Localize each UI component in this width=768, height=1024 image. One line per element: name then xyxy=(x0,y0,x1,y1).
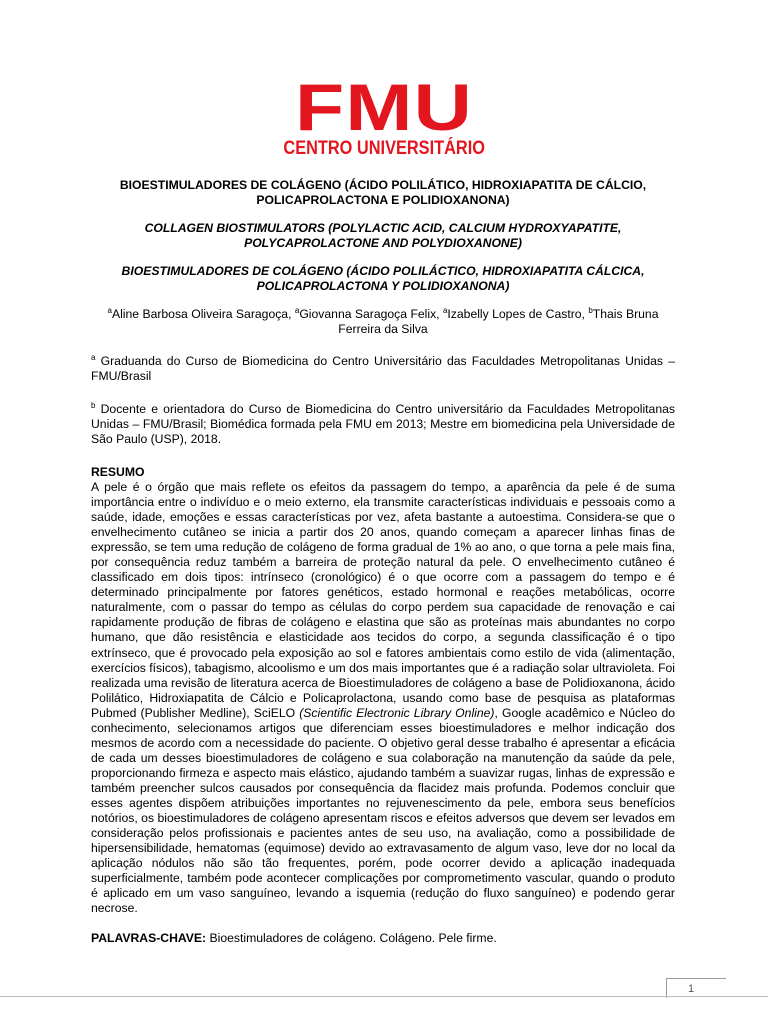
affiliation-marker: b xyxy=(91,400,96,410)
author-marker: b xyxy=(588,305,593,315)
page-number: 1 xyxy=(688,983,695,995)
author-name: Izabelly Lopes de Castro, xyxy=(447,307,589,321)
keywords xyxy=(91,931,675,946)
author-marker: a xyxy=(442,305,448,315)
abstract-part-2: , Google acadêmico e Núcleo do conhecimento, selecionamos artigos que diferenciam esses bioestimuladores e melhor indicação dos mesmos de acordo com a necessidade do paciente. O objetivo geral desse trabalho é apresentar a eficácia de cada um desses bioestimuladores de colágeno e sua colaboração na manutenção da saúde da pele, proporcionando firmeza e aspecto mais elástico, ajudando também a suavizar rugas, linhas de expressão e também preencher sulcos causados por consequência da flacidez mais profunda. Podemos concluir que esses agentes dispõem atribuições importantes no rejuvenescimento da pele, embora seus benefícios notórios, os bioestimuladores de colágeno apresentam riscos e efeitos adversos que devem ser levados em consideração pelos profissionais e pacientes antes de seu uso, na avaliação, como a possibilidade de hipersensibilidade, hematomas (equimose) devido ao extravasamento de algum vaso, leve dor no local da aplicação nódulos não são tão frequentes, porém, pode ocorrer devido a aplicação inadequada superficialmente, também pode acontecer complicações por comprometimento vascular, quando o produto é aplicado em um vaso sanguíneo, levando a isquemia (redução do fluxo sanguíneo) e podendo gerar necrose. xyxy=(91,705,676,916)
abstract-italic: (Scientific Electronic Library Online) xyxy=(299,705,495,720)
affiliation-text: Graduanda do Curso de Biomedicina do Centro Universitário das Faculdades Metropolitanas Unidas – FMU/Brasil xyxy=(91,354,675,383)
abstract-heading: RESUMO xyxy=(91,465,145,479)
author-marker: a xyxy=(294,305,300,315)
author-list xyxy=(91,307,675,337)
affiliation-text: Docente e orientadora do Curso de Biomedicina do Centro universitário da Faculdades Metropolitanas Unidas – FMU/Brasil; Biomédica formada pela FMU em 2013; Mestre em biomedicina pela Universidade de São Paulo (USP), 2018. xyxy=(91,402,675,446)
logo-subtitle: CENTRO UNIVERSITÁRIO xyxy=(283,138,485,159)
affiliation-b xyxy=(91,402,675,447)
author-name: Giovanna Saragoça Felix, xyxy=(299,307,443,321)
document-body xyxy=(91,178,675,946)
abstract-text xyxy=(91,480,675,916)
title-portuguese: BIOESTIMULADORES DE COLÁGENO (ÁCIDO POLILÁTICO, HIDROXIAPATITA DE CÁLCIO, POLICAPROLACTONA E POLIDIOXANONA) xyxy=(119,178,647,207)
author-marker: a xyxy=(107,305,112,315)
footer-divider xyxy=(0,996,768,997)
author-name: Aline Barbosa Oliveira Saragoça, xyxy=(111,307,295,321)
keywords-text: Bioestimuladores de colágeno. Colágeno. Pele firme. xyxy=(206,931,497,946)
abstract-part-1: A pele é o órgão que mais reflete os efeitos da passagem do tempo, a aparência da pele é de suma importância entre o indivíduo e o meio externo, ela transmite características individuais e pessoais como a saúde, idade, emoções e essas características por vez, afeta bastante a autoestima. Considera-se que o envelhecimento cutâneo se inicia a partir dos 20 anos, quando começam a aparecer linhas finas de expressão, se tem uma redução de colágeno de forma gradual de 1% ao ano, o que torna a pele mais fina, por consequência reduz também a barreira de proteção natural da pele. O envelhecimento cutâneo é classificado em dois tipos: intrínseco (cronológico) é o que ocorre com a passagem do tempo e é determinado principalmente por fatores genéticos, estado hormonal e reações metabólicas, ocorre naturalmente, com o passar do tempo as células do corpo perdem sua capacidade de renovação e cai rapidamente produção de fibras de colágeno e elastina que são as proteínas mais abundantes no corpo humano, que dão resistência e elasticidade aos tecidos do corpo, a segunda classificação é o tipo extrínseco, que é provocado pela exposição ao sol e fatores ambientais como estilo de vida (alimentação, exercícios físicos), tabagismo, alcoolismo e um dos mais importantes que é a radiação solar ultravioleta. Foi realizada uma revisão de literatura acerca de Bioestimuladores de colágeno a base de Polidioxanona, ácido Polilático, Hidroxiapatita de Cálcio e Policaprolactona, usando como base de pesquisa as plataformas Pubmed (Publisher Medline), SciELO xyxy=(91,480,675,720)
fmu-logo xyxy=(0,70,768,160)
page-number-box xyxy=(666,978,726,998)
title-english: COLLAGEN BIOSTIMULATORS (POLYLACTIC ACID, CALCIUM HYDROXYAPATITE, POLYCAPROLACTONE AND POLYDIOXANONE) xyxy=(144,221,622,250)
affiliation-marker: a xyxy=(91,352,96,362)
title-spanish: BIOESTIMULADORES DE COLÁGENO (ÁCIDO POLILÁCTICO, HIDROXIAPATITA CÁLCICA, POLICAPROLACTONA Y POLIDIOXANONA) xyxy=(121,264,645,293)
keywords-label: PALAVRAS-CHAVE: xyxy=(91,931,207,946)
author-name: Thais Bruna Ferreira da Silva xyxy=(338,307,659,336)
logo-wordmark: FMU xyxy=(294,70,474,144)
affiliation-a xyxy=(91,354,675,384)
